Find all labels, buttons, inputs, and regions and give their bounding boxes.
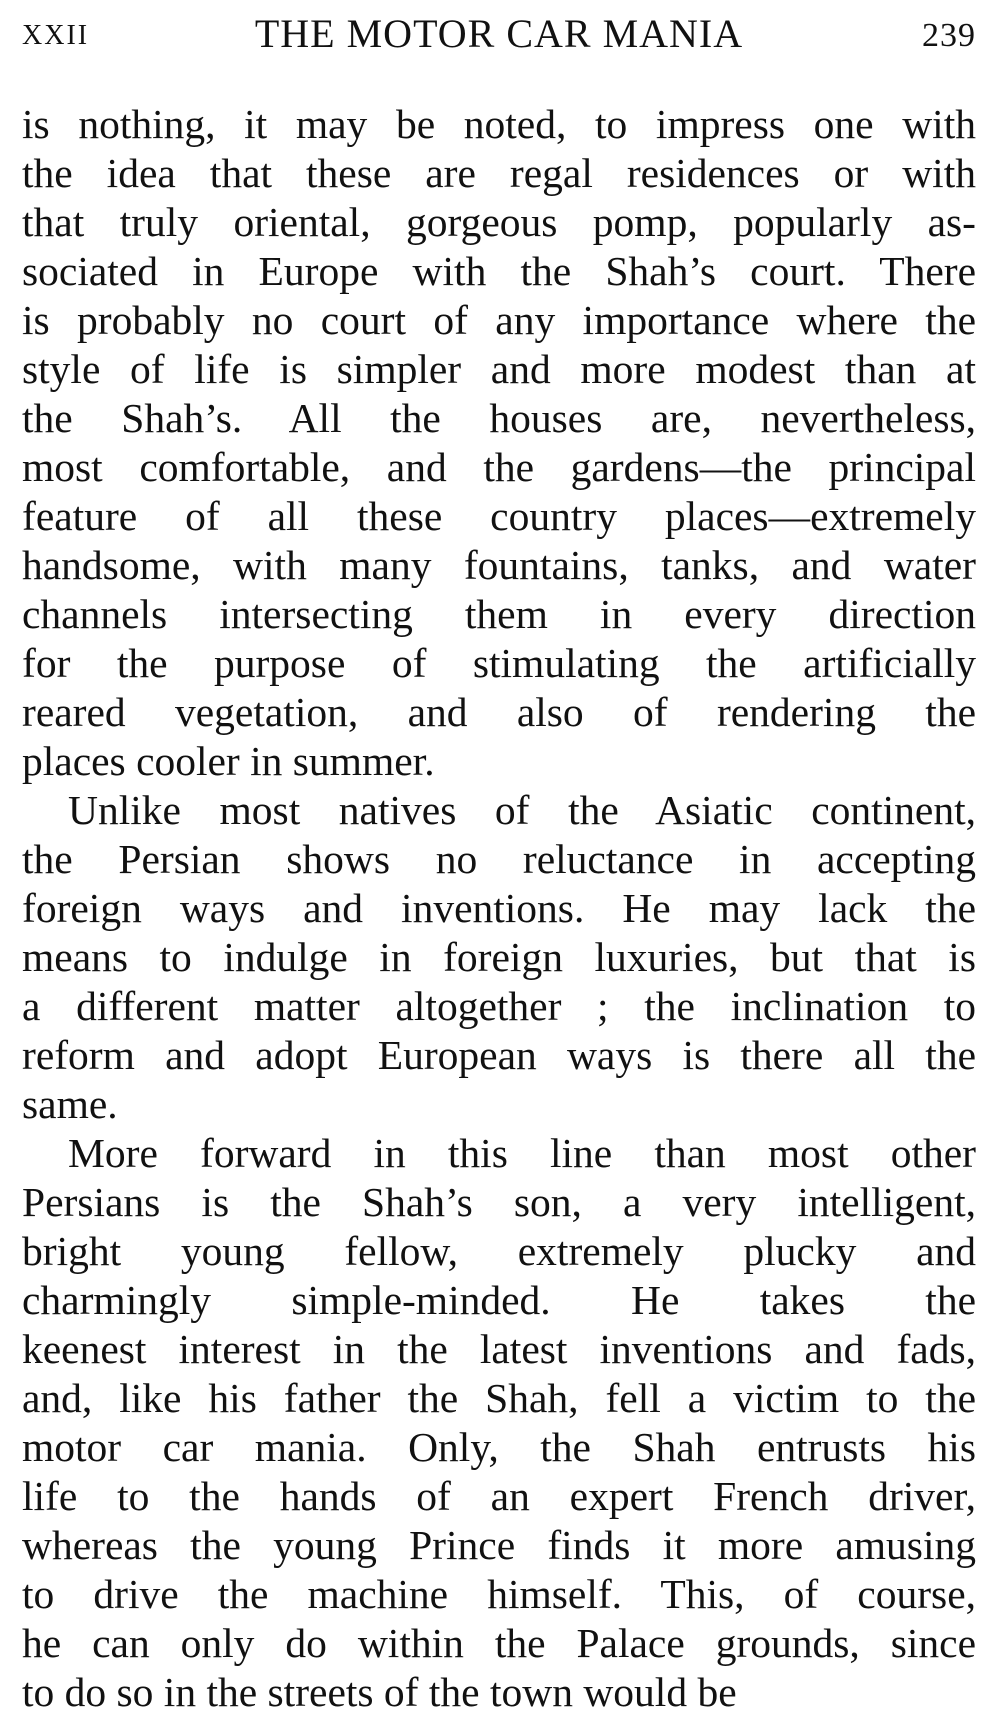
text-line: the Shah’s. All the houses are, nevertheless, xyxy=(22,395,976,441)
text-line: the Persian shows no reluctance in accepting xyxy=(22,836,976,882)
text-line: that truly oriental, gorgeous pomp, popularly as- xyxy=(22,199,976,245)
text-line: keenest interest in the latest inventions and fads, xyxy=(22,1326,976,1372)
text-line: Unlike most natives of the Asiatic continent, xyxy=(68,787,976,833)
text-line: a different matter altogether ; the inclination to xyxy=(22,983,976,1029)
text-line: for the purpose of stimulating the artificially xyxy=(22,640,976,686)
text-line: same. xyxy=(22,1081,118,1127)
text-line: bright young fellow, extremely plucky and xyxy=(22,1228,976,1274)
text-line: charmingly simple-minded. He takes the xyxy=(22,1277,976,1323)
text-line: means to indulge in foreign luxuries, but that is xyxy=(22,934,976,980)
text-line: places cooler in summer. xyxy=(22,738,435,784)
text-line: and, like his father the Shah, fell a victim to the xyxy=(22,1375,976,1421)
text-line: reform and adopt European ways is there all the xyxy=(22,1032,976,1078)
text-line: style of life is simpler and more modest than at xyxy=(22,346,976,392)
text-line: whereas the young Prince finds it more amusing xyxy=(22,1522,976,1568)
text-line: sociated in Europe with the Shah’s court. There xyxy=(22,248,976,294)
paragraph xyxy=(22,786,976,1129)
text-line: is probably no court of any importance where the xyxy=(22,297,976,343)
text-line: to do so in the streets of the town would be xyxy=(22,1669,737,1715)
text-line: motor car mania. Only, the Shah entrusts his xyxy=(22,1424,976,1470)
text-line: he can only do within the Palace grounds, since xyxy=(22,1620,976,1666)
chapter-number: XXII xyxy=(22,20,90,51)
paragraph xyxy=(22,1129,976,1717)
text-line: is nothing, it may be noted, to impress one with xyxy=(22,101,976,147)
text-line: foreign ways and inventions. He may lack the xyxy=(22,885,976,931)
text-line: most comfortable, and the gardens—the principal xyxy=(22,444,976,490)
paragraph xyxy=(22,100,976,786)
body-text xyxy=(22,100,976,1717)
running-title: THE MOTOR CAR MANIA xyxy=(254,11,744,56)
text-line: Persians is the Shah’s son, a very intelligent, xyxy=(22,1179,976,1225)
text-line: handsome, with many fountains, tanks, and water xyxy=(22,542,976,588)
text-line: More forward in this line than most other xyxy=(68,1130,976,1176)
text-line: life to the hands of an expert French driver, xyxy=(22,1473,976,1519)
text-line: reared vegetation, and also of rendering the xyxy=(22,689,976,735)
text-line: to drive the machine himself. This, of course, xyxy=(22,1571,976,1617)
page-number: 239 xyxy=(922,17,976,54)
running-head xyxy=(22,6,976,62)
text-line: feature of all these country places—extremely xyxy=(22,493,976,539)
text-line: the idea that these are regal residences or with xyxy=(22,150,976,196)
text-line: channels intersecting them in every direction xyxy=(22,591,976,637)
